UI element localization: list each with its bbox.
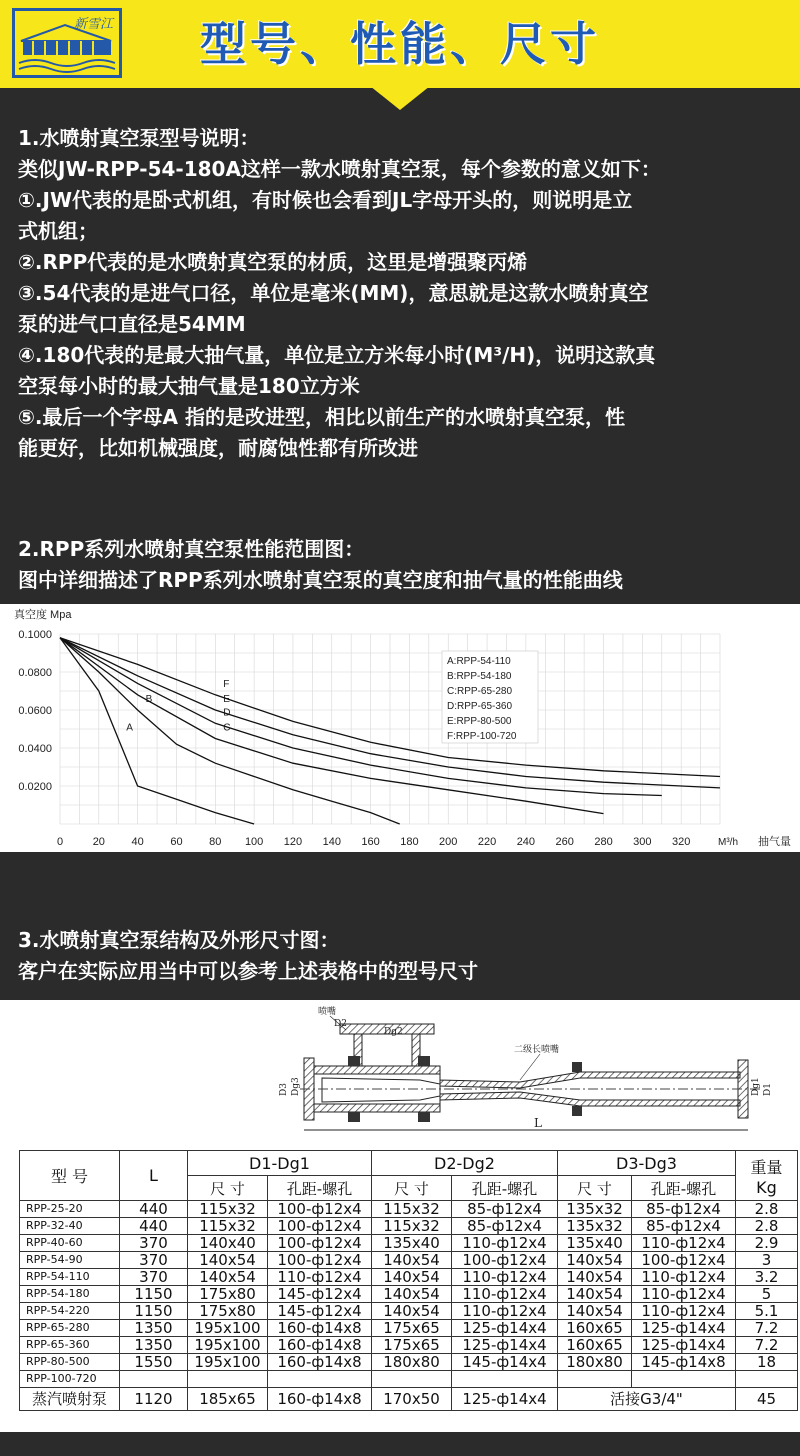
- cell-model: RPP-100-720: [20, 1371, 120, 1388]
- cell-weight: 5.1: [736, 1303, 798, 1320]
- cell-d1-hole: [268, 1371, 372, 1388]
- section1-line: ③.54代表的是进气口径，单位是毫米(MM)，意思就是这款水喷射真空: [18, 281, 649, 305]
- section3-line: 客户在实际应用当中可以参考上述表格中的型号尺寸: [18, 959, 478, 983]
- x-tick-label: 140: [322, 836, 341, 848]
- legend-entry: B:RPP-54-180: [447, 671, 512, 682]
- cell-d1-size: 195x100: [188, 1354, 268, 1371]
- section3-line: 3.水喷射真空泵结构及外形尺寸图：: [18, 928, 340, 952]
- cell-d1-size: 115x32: [188, 1218, 268, 1235]
- cell-d2-size: 115x32: [372, 1218, 452, 1235]
- section1-line: 能更好，比如机械强度，耐腐蚀性都有所改进: [18, 436, 418, 460]
- header-d2-dg2: D2-Dg2: [372, 1151, 558, 1176]
- cell-l: 370: [120, 1252, 188, 1269]
- y-tick-label: 0.1000: [18, 629, 52, 641]
- cell-weight: 45: [736, 1388, 798, 1411]
- cell-d2-hole: 110-ф12x4: [452, 1235, 558, 1252]
- subheader-hole: 孔距-螺孔: [268, 1176, 372, 1201]
- header-notch: [370, 86, 430, 110]
- legend-entry: F:RPP-100-720: [447, 731, 517, 742]
- label-d3: D3: [279, 1083, 289, 1096]
- subheader-hole: 孔距-螺孔: [452, 1176, 558, 1201]
- cell-d3-union: 活接G3/4": [558, 1388, 736, 1411]
- cell-weight: 5: [736, 1286, 798, 1303]
- table-row: [20, 1218, 798, 1235]
- bolt: [348, 1056, 360, 1066]
- x-tick-label: 280: [594, 836, 613, 848]
- section1-line: ②.RPP代表的是水喷射真空泵的材质，这里是增强聚丙烯: [18, 250, 528, 274]
- cell-d2-size: 175x65: [372, 1337, 452, 1354]
- cell-l: 1150: [120, 1303, 188, 1320]
- header-weight: [736, 1151, 798, 1201]
- cell-d1-size: [188, 1371, 268, 1388]
- spec-table: [19, 1150, 798, 1411]
- section1-line: 式机组；: [18, 219, 98, 243]
- cell-l: 1350: [120, 1320, 188, 1337]
- cell-d2-size: 115x32: [372, 1201, 452, 1218]
- y-tick-label: 0.0600: [18, 705, 52, 717]
- bolt: [418, 1112, 430, 1122]
- cell-model: RPP-54-90: [20, 1252, 120, 1269]
- cell-d3-size: 140x54: [558, 1252, 632, 1269]
- chart-x-unit: M³/h: [718, 837, 738, 848]
- label-dg1: Dg1: [751, 1077, 761, 1096]
- cell-l: 370: [120, 1269, 188, 1286]
- cell-weight: 7.2: [736, 1320, 798, 1337]
- cell-d2-hole: 85-ф12x4: [452, 1201, 558, 1218]
- bolt: [572, 1106, 582, 1116]
- label-second-nozzle: 二级长喷嘴: [514, 1045, 560, 1055]
- cell-d3-size: 160x65: [558, 1320, 632, 1337]
- cell-d1-hole: 100-ф12x4: [268, 1235, 372, 1252]
- cell-d2-size: 140x54: [372, 1252, 452, 1269]
- header-l: L: [120, 1151, 188, 1201]
- cell-d3-size: 180x80: [558, 1354, 632, 1371]
- label-l: L: [534, 1116, 542, 1130]
- cell-l: 440: [120, 1201, 188, 1218]
- section-performance: [18, 534, 788, 596]
- table-row: [20, 1252, 798, 1269]
- x-tick-label: 300: [633, 836, 652, 848]
- cell-d3-size: [558, 1371, 632, 1388]
- cell-d2-size: 170x50: [372, 1388, 452, 1411]
- cell-d1-hole: 100-ф12x4: [268, 1252, 372, 1269]
- cell-d2-hole: 110-ф12x4: [452, 1269, 558, 1286]
- x-tick-label: 40: [131, 836, 144, 848]
- cell-weight: 2.8: [736, 1201, 798, 1218]
- cell-d1-size: 185x65: [188, 1388, 268, 1411]
- cell-model: 蒸汽喷射泵: [20, 1388, 120, 1411]
- cell-l: [120, 1371, 188, 1388]
- legend-entry: C:RPP-65-280: [447, 686, 513, 697]
- cell-d1-hole: 145-ф12x4: [268, 1286, 372, 1303]
- cell-d3-hole: 145-ф14x8: [632, 1354, 736, 1371]
- cell-d2-size: [372, 1371, 452, 1388]
- section2-line: 图中详细描述了RPP系列水喷射真空泵的真空度和抽气量的性能曲线: [18, 568, 623, 592]
- cell-d1-hole: 145-ф12x4: [268, 1303, 372, 1320]
- cell-d3-size: 140x54: [558, 1286, 632, 1303]
- cell-d2-size: 180x80: [372, 1354, 452, 1371]
- cell-l: 1550: [120, 1354, 188, 1371]
- cell-d3-hole: [632, 1371, 736, 1388]
- cell-d3-hole: 110-ф12x4: [632, 1235, 736, 1252]
- pump-structure-diagram: [0, 1000, 800, 1148]
- x-tick-label: 260: [555, 836, 574, 848]
- subheader-size: 尺 寸: [372, 1176, 452, 1201]
- pump-body-bottom-wall: [314, 1092, 740, 1112]
- performance-chart-svg: [0, 604, 800, 852]
- cell-l: 440: [120, 1218, 188, 1235]
- header-banner: [0, 0, 800, 88]
- table-row: [20, 1303, 798, 1320]
- x-tick-label: 180: [400, 836, 419, 848]
- cell-d3-hole: 85-ф12x4: [632, 1201, 736, 1218]
- x-tick-label: 240: [516, 836, 536, 848]
- cell-d3-hole: 110-ф12x4: [632, 1269, 736, 1286]
- subheader-size: 尺 寸: [558, 1176, 632, 1201]
- table-row: [20, 1371, 798, 1388]
- x-tick-label: 80: [209, 836, 222, 848]
- cell-d2-hole: 125-ф14x4: [452, 1337, 558, 1354]
- cell-d2-size: 140x54: [372, 1286, 452, 1303]
- cell-d3-size: 135x32: [558, 1201, 632, 1218]
- table-row: [20, 1201, 798, 1218]
- cell-l: 1120: [120, 1388, 188, 1411]
- label-dg3: Dg3: [291, 1077, 301, 1096]
- pump-body-top-wall: [314, 1066, 740, 1088]
- table-row: [20, 1286, 798, 1303]
- cell-d3-size: 160x65: [558, 1337, 632, 1354]
- cell-d3-hole: 110-ф12x4: [632, 1303, 736, 1320]
- x-tick-label: 20: [92, 836, 105, 848]
- cell-weight: 2.9: [736, 1235, 798, 1252]
- cell-model: RPP-65-360: [20, 1337, 120, 1354]
- cell-d1-hole: 160-ф14x8: [268, 1354, 372, 1371]
- subheader-hole: 孔距-螺孔: [632, 1176, 736, 1201]
- cell-d1-size: 175x80: [188, 1286, 268, 1303]
- spec-table-body: [20, 1201, 798, 1411]
- cell-l: 1150: [120, 1286, 188, 1303]
- performance-chart: [0, 604, 800, 852]
- cell-model: RPP-40-60: [20, 1235, 120, 1252]
- series-label-e: E: [223, 694, 230, 705]
- cell-d3-hole: 125-ф14x4: [632, 1337, 736, 1354]
- section-structure: [18, 925, 788, 987]
- cell-d1-size: 140x40: [188, 1235, 268, 1252]
- chart-x-axis-label: 抽气量: [758, 836, 791, 848]
- cell-weight: 3: [736, 1252, 798, 1269]
- section1-line: 泵的进气口直径是54MM: [18, 312, 246, 336]
- leader-line: [520, 1054, 540, 1080]
- cell-d2-size: 140x54: [372, 1303, 452, 1320]
- table-row: [20, 1320, 798, 1337]
- cell-d1-hole: 110-ф12x4: [268, 1269, 372, 1286]
- cell-weight: 3.2: [736, 1269, 798, 1286]
- cell-model: RPP-32-40: [20, 1218, 120, 1235]
- chart-legend: [442, 651, 538, 743]
- bolt: [348, 1112, 360, 1122]
- table-row-steam: [20, 1388, 798, 1411]
- cell-model: RPP-65-280: [20, 1320, 120, 1337]
- cell-d1-size: 115x32: [188, 1201, 268, 1218]
- header-weight-line1: 重量: [750, 1157, 783, 1177]
- cell-d3-size: 140x54: [558, 1303, 632, 1320]
- cell-d2-hole: 125-ф14x4: [452, 1388, 558, 1411]
- cell-l: 370: [120, 1235, 188, 1252]
- cell-d3-hole: 85-ф12x4: [632, 1218, 736, 1235]
- section2-line: 2.RPP系列水喷射真空泵性能范围图：: [18, 537, 365, 561]
- legend-entry: E:RPP-80-500: [447, 716, 512, 727]
- table-row: [20, 1235, 798, 1252]
- series-label-b: B: [145, 694, 153, 705]
- cell-d2-hole: 85-ф12x4: [452, 1218, 558, 1235]
- cell-d3-size: 135x40: [558, 1235, 632, 1252]
- page-title: 型号、性能、尺寸: [200, 17, 600, 71]
- series-label-d: D: [223, 707, 231, 719]
- logo-text: 新雪江: [73, 17, 113, 32]
- x-tick-label: 0: [56, 836, 64, 848]
- header-model: 型 号: [20, 1151, 120, 1201]
- y-tick-label: 0.0400: [18, 743, 52, 755]
- legend-entry: D:RPP-65-360: [447, 701, 513, 712]
- header-d1-dg1: D1-Dg1: [188, 1151, 372, 1176]
- cell-model: RPP-54-180: [20, 1286, 120, 1303]
- table-row: [20, 1354, 798, 1371]
- cell-d3-hole: 125-ф14x4: [632, 1320, 736, 1337]
- x-tick-label: 100: [244, 836, 264, 848]
- series-line-d: [60, 638, 662, 796]
- cell-d1-size: 175x80: [188, 1303, 268, 1320]
- table-row: [20, 1269, 798, 1286]
- cell-d2-hole: 110-ф12x4: [452, 1286, 558, 1303]
- cell-d1-size: 195x100: [188, 1337, 268, 1354]
- cell-d2-hole: 125-ф14x4: [452, 1320, 558, 1337]
- x-tick-label: 120: [283, 836, 303, 848]
- series-label-f: F: [223, 678, 230, 690]
- cell-d2-hole: 145-ф14x4: [452, 1354, 558, 1371]
- series-label-c: C: [223, 722, 231, 734]
- cell-d3-hole: 110-ф12x4: [632, 1286, 736, 1303]
- cell-model: RPP-80-500: [20, 1354, 120, 1371]
- x-tick-label: 60: [170, 836, 183, 848]
- cell-d2-hole: 100-ф12x4: [452, 1252, 558, 1269]
- label-d2: D2: [334, 1019, 347, 1029]
- cell-weight: 18: [736, 1354, 798, 1371]
- nozzle-cone: [322, 1078, 440, 1102]
- label-d1: D1: [763, 1083, 773, 1096]
- x-tick-label: 220: [477, 836, 497, 848]
- x-tick-label: 160: [361, 836, 380, 848]
- section1-line: ④.180代表的是最大抽气量，单位是立方米每小时(M³/H)，说明这款真: [18, 343, 656, 367]
- cell-weight: 2.8: [736, 1218, 798, 1235]
- table-row: [20, 1337, 798, 1354]
- bottom-strip: [0, 1432, 800, 1456]
- cell-d1-size: 140x54: [188, 1252, 268, 1269]
- cell-d1-hole: 160-ф14x8: [268, 1320, 372, 1337]
- section1-line: 1.水喷射真空泵型号说明：: [18, 126, 260, 150]
- bolt: [418, 1056, 430, 1066]
- legend-entry: A:RPP-54-110: [447, 656, 511, 667]
- cell-weight: 7.2: [736, 1337, 798, 1354]
- cell-d2-hole: 110-ф12x4: [452, 1303, 558, 1320]
- header-weight-line2: Kg: [756, 1177, 777, 1197]
- cell-d1-size: 195x100: [188, 1320, 268, 1337]
- cell-l: 1350: [120, 1337, 188, 1354]
- header-d3-dg3: D3-Dg3: [558, 1151, 736, 1176]
- cell-d1-hole: 160-ф14x8: [268, 1337, 372, 1354]
- section1-line: ⑤.最后一个字母A 指的是改进型，相比以前生产的水喷射真空泵，性: [18, 405, 625, 429]
- cell-model: RPP-25-20: [20, 1201, 120, 1218]
- section1-line: 类似JW-RPP-54-180A这样一款水喷射真空泵，每个参数的意义如下：: [18, 157, 661, 181]
- cell-d2-size: 135x40: [372, 1235, 452, 1252]
- section-model-explanation: [18, 123, 788, 464]
- cell-d2-size: 140x54: [372, 1269, 452, 1286]
- cell-d3-size: 140x54: [558, 1269, 632, 1286]
- section1-line: 空泵每小时的最大抽气量是180立方米: [18, 374, 360, 398]
- cell-model: RPP-54-220: [20, 1303, 120, 1320]
- label-dg2: Dg2: [384, 1027, 403, 1037]
- cell-d1-hole: 100-ф12x4: [268, 1201, 372, 1218]
- x-tick-label: 200: [439, 836, 458, 848]
- cell-model: RPP-54-110: [20, 1269, 120, 1286]
- y-tick-label: 0.0800: [18, 667, 52, 679]
- cell-d3-hole: 100-ф12x4: [632, 1252, 736, 1269]
- cell-d2-size: 175x65: [372, 1320, 452, 1337]
- cell-d1-hole: 160-ф14x8: [268, 1388, 372, 1411]
- cell-d3-size: 135x32: [558, 1218, 632, 1235]
- cell-d1-size: 140x54: [188, 1269, 268, 1286]
- cell-d2-hole: [452, 1371, 558, 1388]
- chart-y-axis-label: 真空度 Mpa: [14, 609, 72, 621]
- y-tick-label: 0.0200: [18, 781, 52, 793]
- section1-line: ①.JW代表的是卧式机组，有时候也会看到JL字母开头的，则说明是立: [18, 188, 633, 212]
- label-nozzle: 喷嘴: [318, 1007, 337, 1017]
- series-label-a: A: [126, 722, 133, 734]
- x-tick-label: 320: [671, 836, 691, 848]
- cell-weight: [736, 1371, 798, 1388]
- bolt: [572, 1062, 582, 1072]
- subheader-size: 尺 寸: [188, 1176, 268, 1201]
- cell-d1-hole: 100-ф12x4: [268, 1218, 372, 1235]
